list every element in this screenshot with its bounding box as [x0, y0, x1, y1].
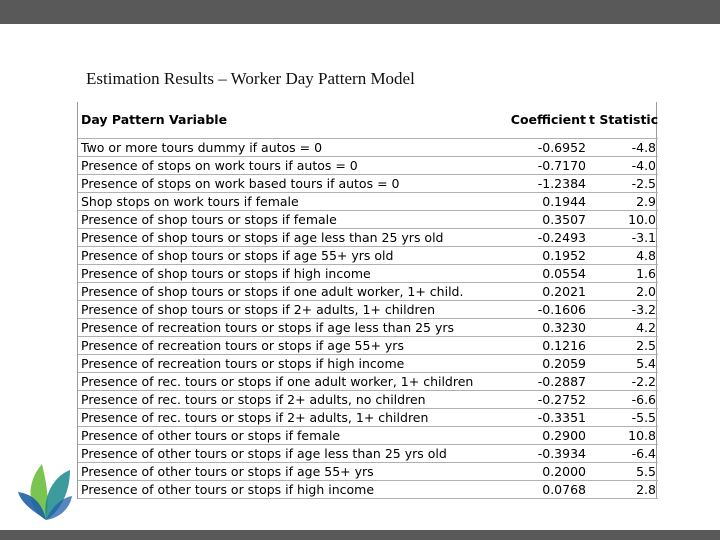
cell-t-statistic: 10.8 — [586, 427, 658, 445]
cell-variable: Presence of rec. tours or stops if 2+ adults, no children — [78, 391, 490, 409]
table-row — [78, 373, 658, 391]
cell-coefficient: 0.0554 — [490, 264, 586, 282]
cell-variable: Presence of other tours or stops if high income — [78, 481, 490, 499]
cell-coefficient: -0.2752 — [490, 391, 586, 409]
table-row — [78, 481, 658, 499]
cell-t-statistic: -2.2 — [586, 373, 658, 391]
slide-title: Estimation Results – Worker Day Pattern Model — [86, 69, 415, 88]
cell-coefficient: -0.1606 — [490, 300, 586, 318]
cell-coefficient: 0.1216 — [490, 337, 586, 355]
cell-coefficient: -0.2887 — [490, 373, 586, 391]
cell-t-statistic: -4.8 — [586, 138, 658, 156]
table-body — [78, 138, 658, 499]
cell-t-statistic: -4.0 — [586, 156, 658, 174]
results-table-container — [77, 102, 657, 499]
results-table — [78, 102, 658, 499]
cell-t-statistic: 2.8 — [586, 481, 658, 499]
cell-variable: Presence of shop tours or stops if one adult worker, 1+ child. — [78, 282, 490, 300]
cell-coefficient: -0.2493 — [490, 228, 586, 246]
cell-coefficient: 0.0768 — [490, 481, 586, 499]
cell-variable: Presence of shop tours or stops if female — [78, 210, 490, 228]
cell-t-statistic: 2.0 — [586, 282, 658, 300]
cell-coefficient: -1.2384 — [490, 174, 586, 192]
leaf-logo-icon — [16, 458, 72, 522]
cell-variable: Presence of other tours or stops if age 55+ yrs — [78, 463, 490, 481]
table-row — [78, 427, 658, 445]
table-row — [78, 282, 658, 300]
cell-variable: Presence of shop tours or stops if age 55+ yrs old — [78, 246, 490, 264]
cell-t-statistic: 5.5 — [586, 463, 658, 481]
cell-variable: Presence of recreation tours or stops if age 55+ yrs — [78, 337, 490, 355]
cell-coefficient: 0.2900 — [490, 427, 586, 445]
cell-variable: Presence of shop tours or stops if 2+ adults, 1+ children — [78, 300, 490, 318]
cell-variable: Presence of shop tours or stops if age less than 25 yrs old — [78, 228, 490, 246]
table-row — [78, 156, 658, 174]
cell-t-statistic: 10.0 — [586, 210, 658, 228]
cell-t-statistic: 1.6 — [586, 264, 658, 282]
cell-coefficient: 0.3230 — [490, 318, 586, 336]
cell-variable: Shop stops on work tours if female — [78, 192, 490, 210]
header-variable: Day Pattern Variable — [81, 112, 228, 128]
cell-t-statistic: 4.2 — [586, 318, 658, 336]
cell-coefficient: -0.3351 — [490, 409, 586, 427]
cell-variable: Presence of shop tours or stops if high income — [78, 264, 490, 282]
cell-t-statistic: -3.1 — [586, 228, 658, 246]
table-row — [78, 246, 658, 264]
table-row — [78, 355, 658, 373]
cell-t-statistic: 2.5 — [586, 337, 658, 355]
cell-variable: Presence of other tours or stops if female — [78, 427, 490, 445]
cell-coefficient: -0.7170 — [490, 156, 586, 174]
cell-coefficient: 0.3507 — [490, 210, 586, 228]
cell-coefficient: 0.1952 — [490, 246, 586, 264]
cell-coefficient: -0.6952 — [490, 138, 586, 156]
table-row — [78, 228, 658, 246]
bottom-bar — [0, 530, 720, 540]
top-bar — [0, 0, 720, 24]
cell-variable: Presence of rec. tours or stops if one adult worker, 1+ children — [78, 373, 490, 391]
table-row — [78, 210, 658, 228]
cell-coefficient: 0.2021 — [490, 282, 586, 300]
table-header-row — [78, 102, 658, 138]
table-row — [78, 318, 658, 336]
cell-t-statistic: -6.4 — [586, 445, 658, 463]
cell-variable: Two or more tours dummy if autos = 0 — [78, 138, 490, 156]
header-t-statistic: t Statistic — [589, 112, 658, 128]
cell-variable: Presence of stops on work tours if autos = 0 — [78, 156, 490, 174]
cell-t-statistic: -3.2 — [586, 300, 658, 318]
cell-variable: Presence of recreation tours or stops if age less than 25 yrs — [78, 318, 490, 336]
cell-coefficient: 0.1944 — [490, 192, 586, 210]
cell-t-statistic: -5.5 — [586, 409, 658, 427]
cell-t-statistic: -2.5 — [586, 174, 658, 192]
table-row — [78, 192, 658, 210]
cell-t-statistic: 4.8 — [586, 246, 658, 264]
table-row — [78, 300, 658, 318]
cell-t-statistic: -6.6 — [586, 391, 658, 409]
header-coefficient: Coefficient — [510, 112, 586, 128]
cell-variable: Presence of recreation tours or stops if high income — [78, 355, 490, 373]
cell-variable: Presence of other tours or stops if age less than 25 yrs old — [78, 445, 490, 463]
cell-variable: Presence of rec. tours or stops if 2+ adults, 1+ children — [78, 409, 490, 427]
table-row — [78, 463, 658, 481]
cell-coefficient: -0.3934 — [490, 445, 586, 463]
table-row — [78, 264, 658, 282]
table-row — [78, 445, 658, 463]
table-row — [78, 174, 658, 192]
table-row — [78, 409, 658, 427]
cell-variable: Presence of stops on work based tours if autos = 0 — [78, 174, 490, 192]
table-row — [78, 391, 658, 409]
cell-t-statistic: 5.4 — [586, 355, 658, 373]
table-row — [78, 337, 658, 355]
cell-t-statistic: 2.9 — [586, 192, 658, 210]
table-row — [78, 138, 658, 156]
cell-coefficient: 0.2059 — [490, 355, 586, 373]
cell-coefficient: 0.2000 — [490, 463, 586, 481]
